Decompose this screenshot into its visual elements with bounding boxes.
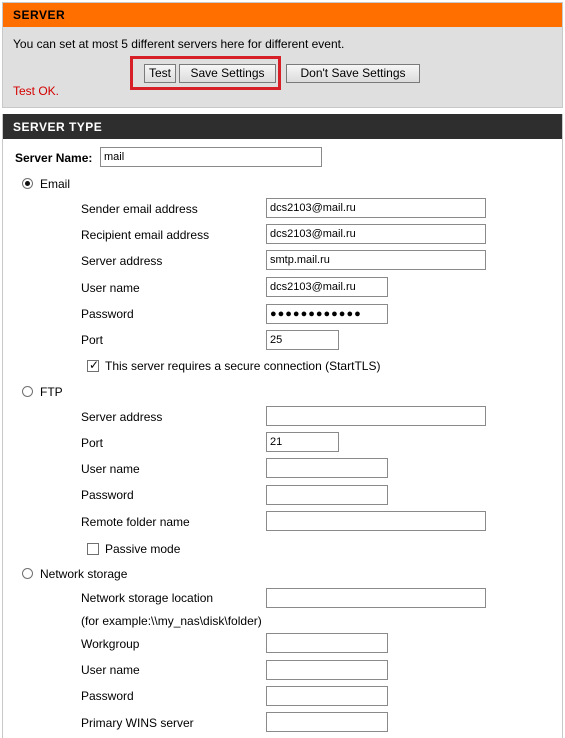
- email-password-input[interactable]: ●●●●●●●●●●●●: [266, 304, 388, 324]
- server-type-panel: [2, 114, 563, 738]
- network-storage-radio[interactable]: [22, 568, 33, 579]
- sender-email-label: Sender email address: [81, 202, 198, 216]
- recipient-email-input[interactable]: [266, 224, 486, 244]
- wins-server-label: Primary WINS server: [81, 716, 194, 730]
- passive-mode-label: Passive mode: [105, 542, 181, 556]
- server-type-header: SERVER TYPE: [3, 114, 562, 139]
- server-name-label: Server Name:: [15, 151, 93, 165]
- wins-server-input[interactable]: [266, 712, 388, 732]
- email-port-input[interactable]: [266, 330, 339, 350]
- storage-password-input[interactable]: [266, 686, 388, 706]
- storage-location-label: Network storage location: [81, 591, 214, 605]
- passive-mode-checkbox[interactable]: [87, 543, 99, 555]
- secure-connection-label: This server requires a secure connection (StartTLS): [105, 359, 381, 373]
- email-server-address-label: Server address: [81, 254, 163, 268]
- server-description: You can set at most 5 different servers here for different event.: [13, 37, 345, 51]
- sender-email-input[interactable]: [266, 198, 486, 218]
- secure-connection-checkbox[interactable]: [87, 360, 99, 372]
- server-header: SERVER: [3, 3, 562, 27]
- storage-user-name-label: User name: [81, 663, 140, 677]
- email-label: Email: [40, 177, 71, 191]
- test-status: Test OK.: [13, 84, 60, 98]
- email-radio[interactable]: [22, 178, 33, 189]
- recipient-email-label: Recipient email address: [81, 228, 210, 242]
- save-settings-button[interactable]: Save Settings: [179, 64, 276, 83]
- ftp-password-label: Password: [81, 488, 134, 502]
- ftp-user-name-label: User name: [81, 462, 140, 476]
- ftp-server-address-label: Server address: [81, 410, 163, 424]
- email-server-address-input[interactable]: [266, 250, 486, 270]
- storage-location-example: (for example:\\my_nas\disk\folder): [81, 614, 262, 628]
- ftp-user-name-input[interactable]: [266, 458, 388, 478]
- server-panel: [2, 2, 563, 108]
- storage-user-name-input[interactable]: [266, 660, 388, 680]
- email-password-label: Password: [81, 307, 134, 321]
- workgroup-input[interactable]: [266, 633, 388, 653]
- server-name-input[interactable]: [100, 147, 322, 167]
- test-button[interactable]: Test: [144, 64, 176, 83]
- workgroup-label: Workgroup: [81, 637, 140, 651]
- ftp-password-input[interactable]: [266, 485, 388, 505]
- email-user-name-input[interactable]: [266, 277, 388, 297]
- email-port-label: Port: [81, 333, 104, 347]
- dont-save-settings-button[interactable]: Don't Save Settings: [286, 64, 420, 83]
- ftp-port-label: Port: [81, 436, 104, 450]
- ftp-port-input[interactable]: [266, 432, 339, 452]
- ftp-server-address-input[interactable]: [266, 406, 486, 426]
- check-icon: ✓: [89, 358, 100, 372]
- remote-folder-label: Remote folder name: [81, 515, 190, 529]
- network-storage-label: Network storage: [40, 567, 128, 581]
- storage-location-input[interactable]: [266, 588, 486, 608]
- ftp-radio[interactable]: [22, 386, 33, 397]
- email-user-name-label: User name: [81, 281, 140, 295]
- storage-password-label: Password: [81, 689, 134, 703]
- ftp-label: FTP: [40, 385, 63, 399]
- remote-folder-input[interactable]: [266, 511, 486, 531]
